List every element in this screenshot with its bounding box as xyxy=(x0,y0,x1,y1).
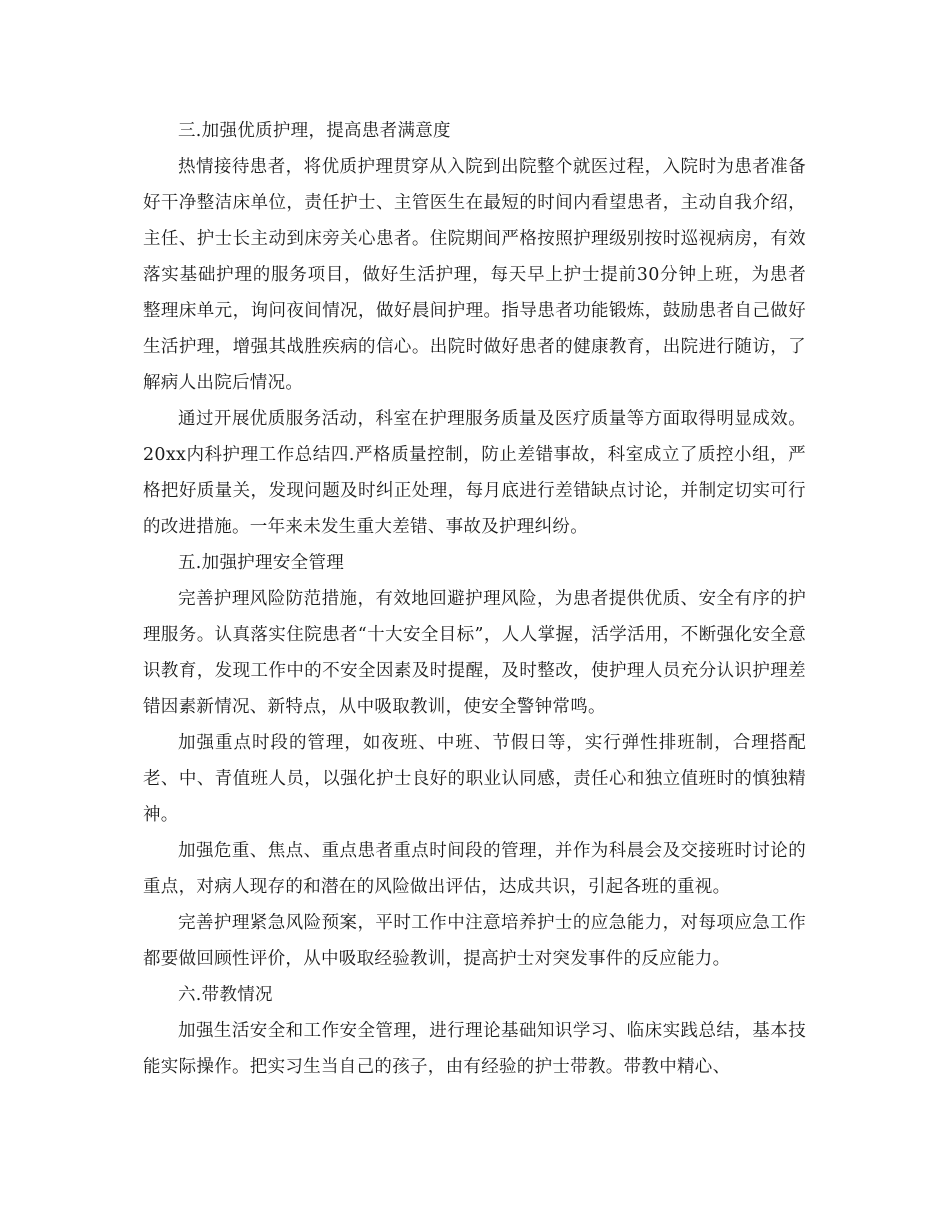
paragraph-risk-prevention: 完善护理风险防范措施，有效地回避护理风险，为患者提供优质、安全有序的护理服务。认真落实住院患者“十大安全目标”，人人掌握，活学活用，不断强化安全意识教育，发现工作中的不安全因素及时提醒，及时整改，使护理人员充分认识护理差错因素新情况、新特点，从中吸取教训，使安全警钟常鸣。 xyxy=(143,589,806,717)
document-page xyxy=(143,113,806,1085)
paragraph-quality-service: 通过开展优质服务活动，科室在护理服务质量及医疗质量等方面取得明显成效。20xx内科护理工作总结四.严格质量控制，防止差错事故，科室成立了质控小组，严格把好质量关，发现问题及时纠正处理，每月底进行差错缺点讨论，并制定切实可行的改进措施。一年来未发生重大差错、事故及护理纠纷。 xyxy=(143,409,806,537)
section-heading-3: 三.加强优质护理，提高患者满意度 xyxy=(178,121,451,141)
paragraph-key-period-management: 加强重点时段的管理，如夜班、中班、节假日等，实行弹性排班制，合理搭配老、中、青值班人员，以强化护士良好的职业认同感，责任心和独立值班时的慎独精神。 xyxy=(143,733,806,825)
section-heading-5: 五.加强护理安全管理 xyxy=(178,553,345,573)
section-heading-6: 六.带教情况 xyxy=(178,985,273,1005)
paragraph-emergency-plan: 完善护理紧急风险预案，平时工作中注意培养护士的应急能力，对每项应急工作都要做回顾性评价，从中吸取经验教训，提高护士对突发事件的反应能力。 xyxy=(143,913,806,969)
paragraph-teaching: 加强生活安全和工作安全管理，进行理论基础知识学习、临床实践总结，基本技能实际操作。把实习生当自己的孩子，由有经验的护士带教。带教中精心、 xyxy=(143,1021,806,1077)
paragraph-critical-patient-management: 加强危重、焦点、重点患者重点时间段的管理，并作为科晨会及交接班时讨论的重点，对病人现存的和潜在的风险做出评估，达成共识，引起各班的重视。 xyxy=(143,841,806,897)
paragraph-patient-reception: 热情接待患者，将优质护理贯穿从入院到出院整个就医过程，入院时为患者准备好干净整洁床单位，责任护士、主管医生在最短的时间内看望患者，主动自我介绍，主任、护士长主动到床旁关心患者。住院期间严格按照护理级别按时巡视病房，有效落实基础护理的服务项目，做好生活护理，每天早上护士提前30分钟上班，为患者整理床单元，询问夜间情况，做好晨间护理。指导患者功能锻炼，鼓励患者自己做好生活护理，增强其战胜疾病的信心。出院时做好患者的健康教育，出院进行随访，了解病人出院后情况。 xyxy=(143,157,806,393)
